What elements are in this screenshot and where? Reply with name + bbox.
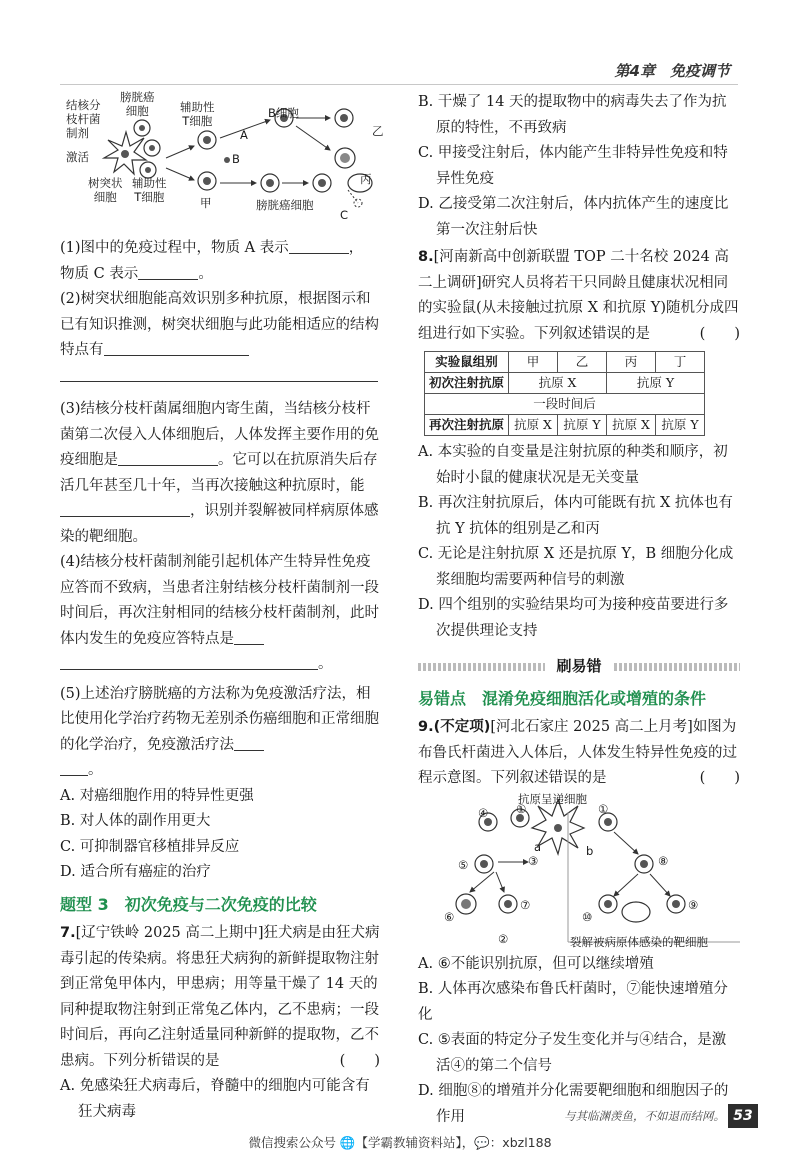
q7-option-c[interactable]: C. 甲接受注射后，体内能产生非特异性免疫和特异性免疫 <box>418 145 728 187</box>
answer-blank[interactable] <box>60 654 318 670</box>
answer-paren[interactable]: ( ) <box>699 770 740 786</box>
label-substance-b: B <box>232 152 240 166</box>
answer-blank[interactable] <box>60 501 190 517</box>
left-column <box>60 236 380 1125</box>
question-3: (3)结核分枝杆菌属细胞内寄生菌，当结核分枝杆菌第二次侵入人体细胞后，人体发挥主要作用的免疫细胞是 。它可以在抗原消失后存活几年甚至几十年，当再次接触这种抗原时，能，识别并裂解被同样病原体感染的靶细胞。 <box>60 401 379 545</box>
answer-blank[interactable] <box>234 629 264 645</box>
label-helper-t-bottom: 辅助性 T细胞 <box>132 176 167 204</box>
label-substance-a: A <box>240 128 248 142</box>
footer-quote: 与其临渊羡鱼，不如退而结网。 <box>564 1109 725 1123</box>
question-1: (1)图中的免疫过程中，物质 A 表示 ， 物质 C 表示 。 <box>60 240 364 282</box>
immune-diagram-2 <box>418 792 740 952</box>
label-bladder-cancer-bottom: 膀胱癌细胞 <box>256 198 314 212</box>
label-lyse-target: 裂解被病原体感染的靶细胞 <box>570 934 708 949</box>
label-3: ③ <box>528 853 539 868</box>
label-1: ① <box>516 801 527 816</box>
question-2: (2)树突状细胞能高效识别多种抗原，根据图示和已有知识推测，树突状细胞与此功能相适应的结构特点有 <box>60 287 380 389</box>
label-5: ⑤ <box>458 857 469 872</box>
answer-paren[interactable]: ( ) <box>339 1052 380 1069</box>
label-activate: 激活 <box>66 150 89 164</box>
q8-option-c[interactable]: C. 无论是注射抗原 X 还是抗原 Y，B 细胞分化成浆细胞均需要两种信号的刺激 <box>418 546 734 588</box>
label-10: ⑩ <box>582 909 593 924</box>
answer-blank[interactable] <box>138 264 198 280</box>
q9-option-b[interactable]: B. 人体再次感染布鲁氏杆菌时，⑦能快速增殖分化 <box>418 981 728 1023</box>
table-header: 实验鼠组别 <box>425 352 509 373</box>
question-4: (4)结核分枝杆菌制剂能引起机体产生特异性免疫应答而不致病，当患者注射结核分枝杆菌制剂一段时间后，再次注射相同的结核分枝杆菌制剂，此时体内发生的免疫应答特点是 。 <box>60 554 379 672</box>
section-divider: 刷易错 <box>418 654 740 680</box>
label-yi: 乙 <box>372 124 384 138</box>
answer-blank[interactable] <box>60 760 88 776</box>
q5-option-c[interactable]: C. 可抑制器官移植排异反应 <box>60 838 240 855</box>
immune-diagram-1 <box>60 88 390 228</box>
q7-option-a[interactable]: A. 免感染狂犬病毒后，脊髓中的细胞内可能含有狂犬病毒 <box>60 1078 370 1120</box>
question-9: 9.(不定项)[河北石家庄 2025 高二上月考]如图为布鲁氏杆菌进入人体后，人体发生特异性免疫的过程示意图。下列叙述错误的是 ( ) <box>418 715 740 792</box>
question-7: 7.[辽宁铁岭 2025 高二上期中]狂犬病是由狂犬病毒引起的传染病。将患狂犬病狗的新鲜提取物注射到正常兔甲体内，甲患病；用等量干燥了 14 天的同种提取物注射到正常兔乙体内，乙不患病；一段时间后，再向乙注射适量同种新鲜的提取物，乙不患病。下列分析错误的是 ( ) <box>60 921 380 1074</box>
label-7: ⑦ <box>520 897 531 912</box>
label-2: ② <box>498 931 509 946</box>
question-5: (5)上述治疗膀胱癌的方法称为免疫激活疗法，相比使用化学治疗药物无差别杀伤癌细胞和正常细胞的化学治疗，免疫激活疗法 。 <box>60 685 379 778</box>
q7-option-d[interactable]: D. 乙接受第二次注射后，体内抗体产生的速度比第一次注射后快 <box>418 196 729 238</box>
answer-blank[interactable] <box>289 238 349 254</box>
label-b-cell: B细胞 <box>268 106 299 120</box>
section-heading-3: 题型 3 初次免疫与二次免疫的比较 <box>60 894 317 914</box>
q7-option-b[interactable]: B. 干燥了 14 天的提取物中的病毒失去了作为抗原的特性，不再致病 <box>418 94 727 136</box>
q8-option-d[interactable]: D. 四个组别的实验结果均可为接种疫苗要进行多次提供理论支持 <box>418 597 729 639</box>
label-b: b <box>586 843 594 858</box>
q5-option-b[interactable]: B. 对人体的副作用更大 <box>60 813 211 829</box>
q9-option-d[interactable]: D. 细胞⑧的增殖并分化需要靶细胞和细胞因子的作用 <box>418 1083 729 1125</box>
label-substance-c: C <box>340 208 349 222</box>
label-helper-t-top: 辅助性 T细胞 <box>180 100 215 128</box>
footer-wechat: 微信搜索公众号 🌐【学霸教辅资料站】，💬：xbzl188 <box>248 1135 552 1150</box>
q5-option-d[interactable]: D. 适合所有癌症的治疗 <box>60 864 211 880</box>
label-9: ⑨ <box>688 897 699 912</box>
label-4: ④ <box>478 805 489 820</box>
label-dendritic-cell: 树突状 细胞 <box>88 176 123 204</box>
answer-blank[interactable] <box>234 735 264 751</box>
answer-blank[interactable] <box>104 340 249 356</box>
q5-option-a[interactable]: A. 对癌细胞作用的特异性更强 <box>60 787 254 804</box>
answer-blank[interactable] <box>60 366 378 382</box>
label-6: ⑥ <box>444 909 455 924</box>
label-apc: 抗原呈递细胞 <box>518 791 587 806</box>
dendritic-cell-icon <box>104 132 146 174</box>
q9-option-c[interactable]: C. ⑤表面的特定分子发生变化并与④结合，是激活④的第二个信号 <box>418 1032 727 1074</box>
header-divider <box>60 84 738 85</box>
label-drug: 结核分 枝杆菌 制剂 <box>66 98 101 140</box>
q8-option-b[interactable]: B. 再次注射抗原后，体内可能既有抗 X 抗体也有抗 Y 抗体的组别是乙和丙 <box>418 495 733 537</box>
q9-option-a[interactable]: A. ⑥不能识别抗原，但可以继续增殖 <box>418 955 654 972</box>
right-column <box>418 90 740 1130</box>
answer-paren[interactable]: ( ) <box>699 325 740 342</box>
q8-option-a[interactable]: A. 本实验的自变量是注射抗原的种类和顺序，初始时小鼠的健康状况是无关变量 <box>418 444 728 486</box>
chapter-header: 第4章 免疫调节 <box>614 62 730 80</box>
experiment-table: 实验鼠组别 甲 乙 丙 丁 初次注射抗原 抗原 X 抗原 Y 一段时间后 再次注射抗原 抗原 X 抗原 Y 抗原 X 抗原 Y <box>424 351 705 436</box>
error-point-heading: 易错点 混淆免疫细胞活化或增殖的条件 <box>418 688 707 708</box>
question-8: 8.[河南新高中创新联盟 TOP 二十名校 2024 高二上调研]研究人员将若干只同龄且健康状况相同的实验鼠(从未接触过抗原 X 和抗原 Y)随机分成四组进行如下实验。下列叙述错误的是 ( ) <box>418 245 740 347</box>
label-1b: ① <box>598 801 609 816</box>
answer-blank[interactable] <box>118 450 218 466</box>
page-number: 53 <box>728 1104 758 1128</box>
label-bing: 丙 <box>360 172 372 186</box>
label-jia: 甲 <box>200 196 212 210</box>
label-a: a <box>534 839 542 854</box>
label-bladder-cancer-top: 膀胱癌 细胞 <box>120 90 155 118</box>
label-8: ⑧ <box>658 853 669 868</box>
